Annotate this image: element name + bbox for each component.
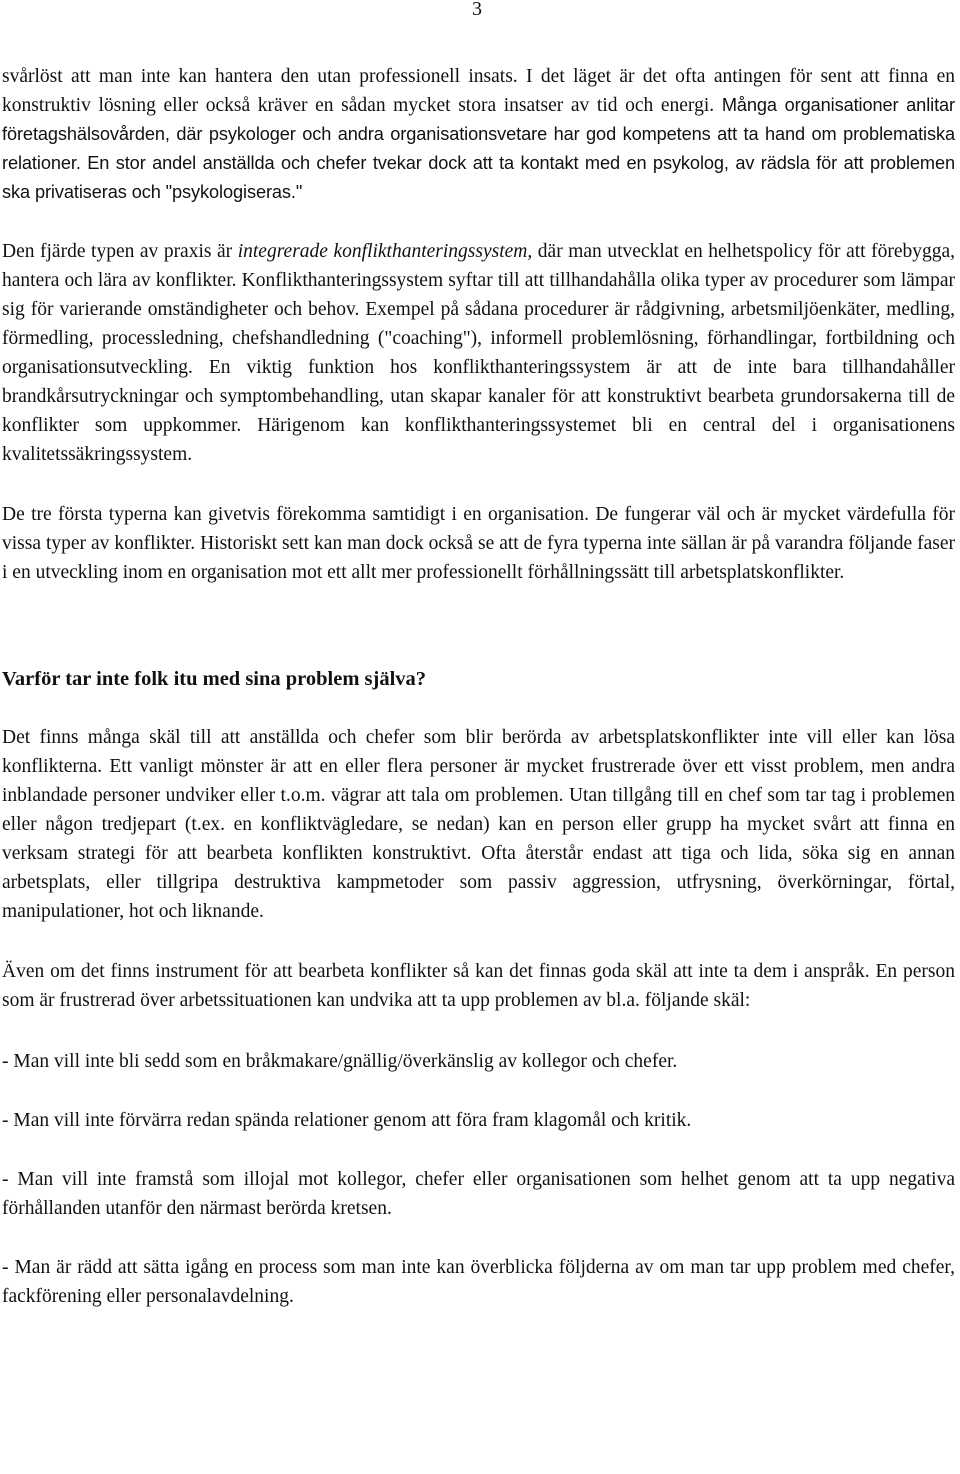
reason-list-item-3: - Man vill inte framstå som illojal mot kollegor, chefer eller organisationen som helhet genom att ta upp negativa förhållanden utanför den närmast berörda kretsen. (2, 1169, 955, 1219)
paragraph-integrated-systems (2, 237, 955, 469)
paragraph-intro-continued (2, 62, 955, 207)
integrated-systems-emphasis: integrerade konflikthanteringssystem, (237, 241, 533, 262)
paragraph-intro-serif-text: svårlöst att man inte kan hantera den utan professionell insats. I det läget är det ofta antingen för sent att finna en konstruktiv lösning eller också kräver en sådan mycket stora insatser av tid och energi. (2, 66, 955, 116)
page-number: 3 (472, 0, 482, 20)
integrated-systems-body: där man utvecklat en helhetspolicy för att förebygga, hantera och lära av konflikter. Konflikthanteringssystem syftar till att tillhandahålla olika typer av procedurer som lämpar sig för varierande omständigheter och behov. Exempel på sådana procedurer är rådgivning, arbetsmiljöenkäter, medling, förmedling, processledning, chefshandledning ("coaching"), informell problemlösning, förhandlingar, fortbildning och organisationsutveckling. En viktig funktion hos konflikthanteringssystem är att de inte bara tillhandahåller brandkårsutryckningar och symptombehandling, utan skapar kanaler för att konstruktivt bearbeta grundorsakerna till de konflikter som uppkommer. Härigenom kan konflikthanteringssystemet bli en central del i organisationens kvalitetssäkringssystem. (2, 241, 956, 465)
document-body (2, 62, 955, 1311)
paragraph-three-types: De tre första typerna kan givetvis förekomma samtidigt i en organisation. De fungerar väl och är mycket värdefulla för vissa typer av konflikter. Historiskt sett kan man dock också se att de fyra typerna inte sällan är på varandra följande faser i en utveckling inom en organisation mot ett allt mer professionellt förhållningssätt till arbetsplatskonflikter. (2, 504, 955, 583)
paragraph-reasons: Det finns många skäl till att anställda och chefer som blir berörda av arbetsplatskonflikter inte vill eller kan lösa konflikterna. Ett vanligt mönster är att en eller flera personer är mycket frustrerade över ett visst problem, men andra inblandade personer undviker eller t.o.m. vägrar att tala om problemen. Utan tillgång till en chef som tar tag i problemen eller någon tredjepart (t.ex. en konfliktvägledare, se nedan) kan en person eller grupp ha mycket svårt att finna en verksam strategi för att bearbeta konflikten konstruktivt. Ofta återstår endast att tiga och lida, söka sig en annan arbetsplats, eller tillgripa destruktiva kampmetoder som passiv aggression, utfrysning, överkörningar, förtal, manipulationer, hot och liknande. (2, 727, 955, 922)
paragraph-intro-sans-text: Många organisationer anlitar företagshälsovården, där psykologer och andra organisationsvetare har god kompetens att ta hand om problematiska relationer. En stor andel anställda och chefer tvekar dock att ta kontakt med en psykolog, av rädsla för att problemen ska privatiseras och "psykologiseras." (2, 95, 956, 202)
section-heading: Varför tar inte folk itu med sina problem själva? (2, 668, 427, 690)
integrated-systems-lead: Den fjärde typen av praxis är (2, 241, 238, 262)
paragraph-instruments: Även om det finns instrument för att bearbeta konflikter så kan det finnas goda skäl att inte ta dem i anspråk. En person som är frustrerad över arbetssituationen kan undvika att ta upp problemen av bl.a. följande skäl: (2, 961, 955, 1011)
reason-list-item-1: - Man vill inte bli sedd som en bråkmakare/gnällig/överkänslig av kollegor och chefer. (2, 1051, 678, 1072)
reason-list-item-2: - Man vill inte förvärra redan spända relationer genom att föra fram klagomål och kritik. (2, 1110, 692, 1131)
reason-list-item-4: - Man är rädd att sätta igång en process som man inte kan överblicka följderna av om man tar upp problem med chefer, fackförening eller personalavdelning. (2, 1257, 955, 1307)
